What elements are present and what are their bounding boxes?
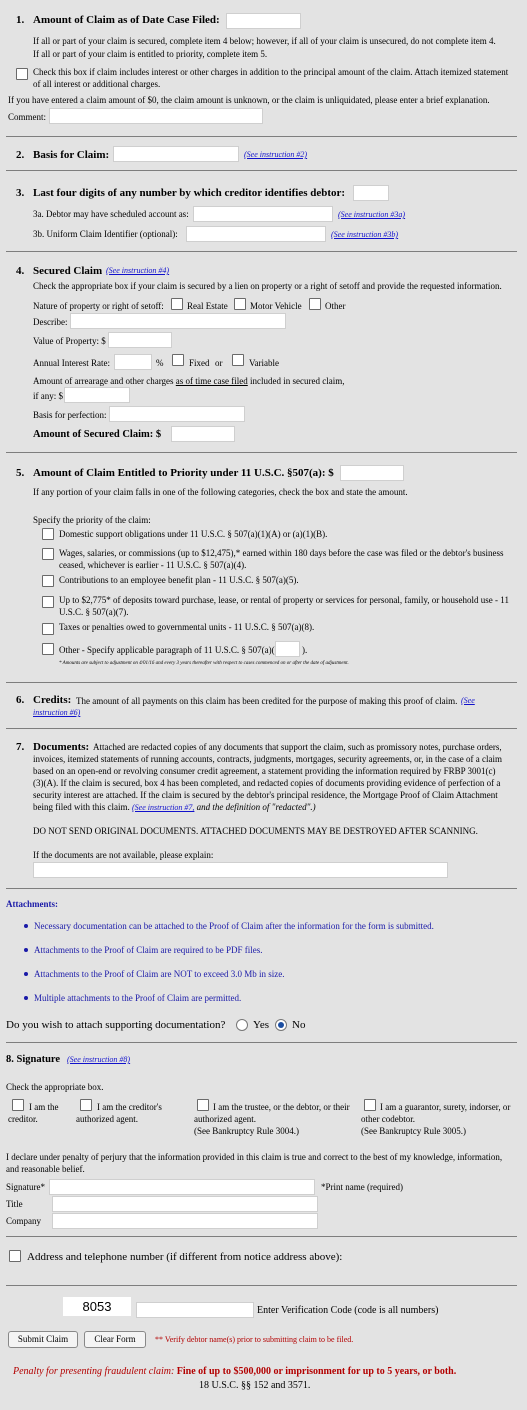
- interest-rate-input[interactable]: [114, 354, 152, 370]
- title-input[interactable]: [52, 1196, 318, 1212]
- other-priority-checkbox[interactable]: [42, 643, 54, 655]
- attach-no-label: No: [292, 1019, 306, 1031]
- instruction-3b-link[interactable]: (See instruction #3b): [331, 230, 399, 239]
- title-label: Title: [6, 1199, 23, 1209]
- other-property-checkbox[interactable]: [309, 298, 321, 310]
- penalty-lead: Penalty for presenting fraudulent claim:: [13, 1366, 175, 1377]
- secured-intro: Check the appropriate box if your claim is secured by a lien on property or a right of setoff and provide the requested information.: [33, 281, 502, 291]
- section-5-number: 5.: [16, 467, 25, 479]
- credits-text: The amount of all payments on this claim has been credited for the purpose of making this proof of claim.: [76, 696, 458, 706]
- interest-checkbox[interactable]: [16, 68, 28, 80]
- scheduled-account-input[interactable]: [193, 206, 333, 222]
- documents-line-6: [33, 802, 316, 812]
- documents-line-6-text: being filed with this claim.: [33, 802, 130, 812]
- taxes-label: Taxes or penalties owed to governmental units - 11 U.S.C. § 507(a)(8).: [59, 622, 315, 632]
- address-label: Address and telephone number (if different from notice address above):: [27, 1251, 343, 1263]
- trustee-label-2: authorized agent.: [194, 1114, 256, 1124]
- real-estate-label: Real Estate: [187, 301, 228, 311]
- verification-code-image: 8053: [63, 1297, 131, 1316]
- comment-label: Comment:: [8, 112, 46, 122]
- attach-yes-radio[interactable]: [236, 1019, 248, 1031]
- creditor-label-1: I am the: [29, 1102, 59, 1112]
- documents-line-3: based on an open-end or revolving consumer credit agreement, a statement providing the information required by FRBP 3001(c): [33, 766, 496, 776]
- divider: [6, 136, 517, 137]
- penalty-citation: 18 U.S.C. §§ 152 and 3571.: [199, 1380, 311, 1391]
- guarantor-label-3: (See Bankruptcy Rule 3005.): [361, 1126, 466, 1136]
- priority-intro: If any portion of your claim falls in one of the following categories, check the box and state the amount.: [33, 487, 408, 497]
- instruction-6-link-b[interactable]: instruction #6): [33, 708, 81, 717]
- instruction-8-link[interactable]: (See instruction #8): [67, 1055, 131, 1064]
- address-checkbox[interactable]: [9, 1250, 21, 1262]
- uniform-claim-id-input[interactable]: [186, 226, 326, 242]
- arrearage-time-text: as of time case filed: [175, 376, 248, 386]
- arrearage-label-2: if any: $: [33, 391, 63, 401]
- bullet-icon: [24, 924, 28, 928]
- redacted-definition-text: and the definition of "redacted".): [196, 802, 316, 812]
- wages-label-1: Wages, salaries, or commissions (up to $12,475),* earned within 180 days before the case was filed or the debtor's business: [59, 548, 504, 558]
- guarantor-checkbox[interactable]: [364, 1099, 376, 1111]
- value-of-property-input[interactable]: [108, 332, 172, 348]
- fixed-label: Fixed: [189, 358, 210, 368]
- signature-input[interactable]: [49, 1179, 315, 1195]
- divider: [6, 1042, 517, 1043]
- verification-code-input[interactable]: [136, 1302, 254, 1318]
- variable-label: Variable: [249, 358, 279, 368]
- section-2-title: Basis for Claim:: [33, 149, 110, 161]
- section-5-title: Amount of Claim Entitled to Priority under 11 U.S.C. §507(a): $: [33, 467, 334, 479]
- attach-yes-label: Yes: [253, 1019, 270, 1031]
- do-not-send-warning: DO NOT SEND ORIGINAL DOCUMENTS. ATTACHED DOCUMENTS MAY BE DESTROYED AFTER SCANNING.: [33, 826, 478, 836]
- arrearage-text: Amount of arrearage and other charges: [33, 376, 174, 386]
- section-3-number: 3.: [16, 187, 25, 199]
- benefit-plan-checkbox[interactable]: [42, 575, 54, 587]
- uniform-claim-id-label: 3b. Uniform Claim Identifier (optional):: [33, 229, 178, 239]
- specify-priority-label: Specify the priority of the claim:: [33, 515, 151, 525]
- documents-explain-label: If the documents are not available, please explain:: [33, 850, 214, 860]
- creditor-checkbox[interactable]: [12, 1099, 24, 1111]
- divider: [6, 1285, 517, 1286]
- deposits-label-2: U.S.C. § 507(a)(7).: [59, 607, 129, 617]
- documents-line-5: security interest are attached. If the claim is secured by the debtor's principal residence, the Mortgage Proof of Claim Attachment: [33, 790, 498, 800]
- documents-explain-input[interactable]: [33, 862, 448, 878]
- basis-for-claim-input[interactable]: [113, 146, 239, 162]
- section-8-title: 8. Signature: [6, 1054, 61, 1065]
- documents-line-1: Attached are redacted copies of any documents that support the claim, such as promissory notes, purchase orders,: [93, 742, 502, 752]
- basis-for-perfection-input[interactable]: [109, 406, 245, 422]
- arrearage-label-1: [33, 376, 344, 386]
- section-2-number: 2.: [16, 149, 25, 161]
- section-4-title: Secured Claim: [33, 265, 103, 277]
- company-input[interactable]: [52, 1213, 318, 1229]
- attach-no-radio[interactable]: [275, 1019, 287, 1031]
- arrearage-included-text: included in secured claim,: [250, 376, 345, 386]
- describe-input[interactable]: [70, 313, 286, 329]
- motor-vehicle-label: Motor Vehicle: [250, 301, 302, 311]
- instruction-4-link[interactable]: (See instruction #4): [106, 266, 170, 275]
- divider: [6, 888, 517, 889]
- secured-amount-input[interactable]: [171, 426, 235, 442]
- zero-amount-note: If you have entered a claim amount of $0, the claim amount is unknown, or the claim is unliquidated, please enter a brief explanation.: [8, 95, 490, 105]
- deposits-label-1: Up to $2,775* of deposits toward purchase, lease, or rental of property or services for personal, family, or household use - 11: [59, 595, 509, 605]
- documents-line-4: (3)(A). If the claim is secured, box 4 has been completed, and redacted copies of documents providing evidence of perfection of a: [33, 778, 501, 788]
- basis-for-perfection-label: Basis for perfection:: [33, 410, 107, 420]
- wages-checkbox[interactable]: [42, 548, 54, 560]
- check-appropriate-box: Check the appropriate box.: [6, 1082, 104, 1092]
- comment-input[interactable]: [49, 108, 263, 124]
- attach-question: Do you wish to attach supporting documentation?: [6, 1019, 226, 1031]
- section-1-title: Amount of Claim as of Date Case Filed:: [33, 14, 220, 26]
- real-estate-checkbox[interactable]: [171, 298, 183, 310]
- divider: [6, 728, 517, 729]
- section-7-title: Documents:: [33, 741, 90, 753]
- divider: [6, 452, 517, 453]
- fixed-rate-checkbox[interactable]: [172, 354, 184, 366]
- creditor-label-2: creditor.: [8, 1114, 38, 1124]
- declaration-line-1: I declare under penalty of perjury that the information provided in this claim is true and correct to the best of my knowledge, information,: [6, 1152, 503, 1162]
- authorized-agent-label-2: authorized agent.: [76, 1114, 138, 1124]
- priority-footnote: * Amounts are subject to adjustment on 4/01/16 and every 3 years thereafter with respect to cases commenced on or after the date of adjustment.: [59, 661, 349, 666]
- divider: [6, 251, 517, 252]
- instruction-7-link[interactable]: (See instruction #7,: [131, 803, 195, 812]
- interest-text-1: Check this box if claim includes interest or other charges in addition to the principal amount of the claim. Attach itemized statement: [33, 67, 509, 77]
- bullet-icon: [24, 972, 28, 976]
- guarantor-label-1: I am a guarantor, surety, indorser, or: [380, 1102, 511, 1112]
- other-priority-paragraph-input[interactable]: [275, 641, 300, 657]
- bullet-icon: [24, 996, 28, 1000]
- authorized-agent-checkbox[interactable]: [80, 1099, 92, 1111]
- company-label: Company: [6, 1216, 41, 1226]
- last-four-digits-input[interactable]: [353, 185, 389, 201]
- penalty-line: [13, 1366, 456, 1377]
- section-1-line1: If all or part of your claim is secured, complete item 4 below; however, if all of your claim is unsecured, do not complete item 4.: [33, 36, 496, 46]
- submit-claim-button[interactable]: Submit Claim: [8, 1331, 78, 1348]
- instruction-3a-link[interactable]: (See instruction #3a): [338, 210, 406, 219]
- signature-label: Signature*: [6, 1182, 45, 1192]
- arrearage-input[interactable]: [64, 387, 130, 403]
- scheduled-account-label: 3a. Debtor may have scheduled account as:: [33, 209, 189, 219]
- domestic-support-label: Domestic support obligations under 11 U.S.C. § 507(a)(1)(A) or (a)(1)(B).: [59, 529, 328, 539]
- interest-rate-label: Annual Interest Rate:: [33, 358, 110, 368]
- guarantor-label-2: other codebtor.: [361, 1114, 415, 1124]
- attachment-note-3: Attachments to the Proof of Claim are NOT to exceed 3.0 Mb in size.: [34, 969, 285, 979]
- documents-line-2: invoices, itemized statements of running accounts, contracts, judgments, mortgages, security agreements, or, in the case of a claim: [33, 754, 502, 764]
- verify-debtor-note: ** Verify debtor name(s) prior to submitting claim to be filed.: [155, 1335, 354, 1344]
- other-property-label: Other: [325, 301, 346, 311]
- penalty-fine: Fine of up to $500,000 or imprisonment for up to 5 years, or both.: [176, 1366, 457, 1377]
- verification-code-label: Enter Verification Code (code is all numbers): [257, 1305, 439, 1316]
- trustee-label-1: I am the trustee, or the debtor, or their: [213, 1102, 350, 1112]
- section-3-title: Last four digits of any number by which creditor identifies debtor:: [33, 187, 346, 199]
- domestic-support-checkbox[interactable]: [42, 528, 54, 540]
- authorized-agent-label-1: I am the creditor's: [97, 1102, 162, 1112]
- instruction-2-link[interactable]: (See instruction #2): [244, 150, 308, 159]
- wages-label-2: ceased, whichever is earlier - 11 U.S.C. § 507(a)(4).: [59, 560, 247, 570]
- other-priority-label: Other - Specify applicable paragraph of 11 U.S.C. § 507(a)(: [59, 645, 275, 655]
- nature-of-property-label: Nature of property or right of setoff:: [33, 301, 164, 311]
- or-label: or: [215, 358, 223, 368]
- other-priority-close: ).: [302, 645, 308, 655]
- describe-label: Describe:: [33, 317, 68, 327]
- section-4-number: 4.: [16, 265, 25, 277]
- trustee-label-3: (See Bankruptcy Rule 3004.): [194, 1126, 299, 1136]
- priority-amount-input[interactable]: [340, 465, 404, 481]
- attachment-note-1: Necessary documentation can be attached to the Proof of Claim after the information for the form is submitted.: [34, 921, 434, 931]
- deposits-checkbox[interactable]: [42, 596, 54, 608]
- motor-vehicle-checkbox[interactable]: [234, 298, 246, 310]
- trustee-checkbox[interactable]: [197, 1099, 209, 1111]
- section-1-line2: If all or part of your claim is entitled to priority, complete item 5.: [33, 49, 268, 59]
- bullet-icon: [24, 948, 28, 952]
- section-1-number: 1.: [16, 14, 25, 26]
- taxes-checkbox[interactable]: [42, 623, 54, 635]
- variable-rate-checkbox[interactable]: [232, 354, 244, 366]
- value-of-property-label: Value of Property: $: [33, 336, 106, 346]
- attachment-note-2: Attachments to the Proof of Claim are required to be PDF files.: [34, 945, 263, 955]
- declaration-line-2: and reasonable belief.: [6, 1164, 85, 1174]
- clear-form-button[interactable]: Clear Form: [84, 1331, 146, 1348]
- interest-text-2: of all interest or additional charges.: [33, 79, 161, 89]
- instruction-6-link-a[interactable]: (See: [461, 696, 475, 705]
- benefit-plan-label: Contributions to an employee benefit plan - 11 U.S.C. § 507(a)(5).: [59, 575, 299, 585]
- section-6-number: 6.: [16, 694, 25, 706]
- claim-amount-input[interactable]: [226, 13, 301, 29]
- divider: [6, 170, 517, 171]
- percent-sign: %: [156, 358, 164, 368]
- section-7-number: 7.: [16, 741, 25, 753]
- attachments-title: Attachments:: [6, 899, 58, 909]
- section-6-title: Credits:: [33, 694, 72, 706]
- divider: [6, 682, 517, 683]
- secured-amount-label: Amount of Secured Claim: $: [33, 429, 162, 440]
- print-name-note: *Print name (required): [321, 1182, 403, 1192]
- attachment-note-4: Multiple attachments to the Proof of Claim are permitted.: [34, 993, 242, 1003]
- divider: [6, 1236, 517, 1237]
